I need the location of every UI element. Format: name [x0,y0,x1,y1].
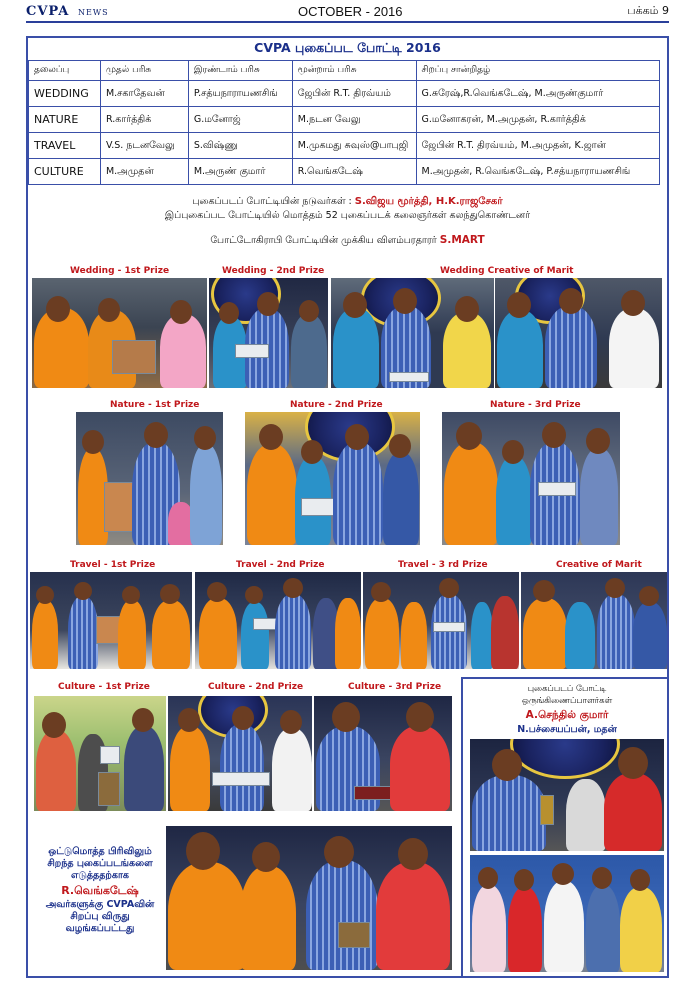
results-table [28,60,660,185]
caption-travel-3rd: Travel - 3 rd Prize [398,560,488,570]
award-text-line1: ஒட்டுமொத்த பிரிவிலும் [48,846,152,857]
table-cell: ஜேபின் R.T. திரவ்யம் [292,81,416,107]
category-cell: WEDDING [29,81,101,107]
caption-nature-2nd: Nature - 2nd Prize [290,400,383,410]
photo-nature-2nd [245,412,420,545]
photo-wedding-creative-b [495,278,662,388]
caption-wedding-2nd: Wedding - 2nd Prize [222,266,325,276]
award-text-line4: அவர்களுக்கு CVPAவின் [45,899,155,910]
table-cell: R.கார்த்திக் [100,107,188,133]
caption-wedding-creative: Wedding Creative of Marit [440,266,574,276]
caption-wedding-1st: Wedding - 1st Prize [70,266,170,276]
header-cell: சிறப்பு சான்றிதழ் [416,61,659,81]
award-text-line3: எடுத்ததற்காக [70,870,130,881]
caption-culture-1st: Culture - 1st Prize [58,682,150,692]
judges-label: புகைப்படப் போட்டியின் நடுவர்கள் : [192,196,352,207]
caption-culture-3rd: Culture - 3rd Prize [348,682,442,692]
table-cell: M.நடன வேலு [292,107,416,133]
table-cell: S.விஷ்ணு [188,133,292,159]
caption-travel-2nd: Travel - 2nd Prize [236,560,325,570]
award-text-line6: வழங்கப்பட்டது [65,923,135,934]
table-cell: G.மனோஜ் [188,107,292,133]
header-cell: மூன்றாம் பரிசு [292,61,416,81]
photo-coordinators-1 [470,739,664,851]
sponsor-note [0,234,695,247]
table-cell: P.சத்யநாராயணசிங் [188,81,292,107]
photo-coordinators-2 [470,855,664,972]
category-cell: TRAVEL [29,133,101,159]
photo-travel-creative [521,572,667,669]
table-row [29,159,660,185]
table-row [29,107,660,133]
masthead-rule [26,21,669,23]
table-cell: G.மனோகரன், M.அமுதன், R.கார்த்திக் [416,107,659,133]
sponsor-name: S.MART [439,234,485,246]
results-title: CVPA புகைப்பட போட்டி 2016 [254,40,441,55]
award-text-line2: சிறந்த புகைப்படங்களை [47,858,153,869]
judges-names: S.விஜய மூர்த்தி, H.K.ராஜசேகர் [354,196,503,207]
participation-note: இப்புகைப்பட போட்டியில் மொத்தம் 52 புகைப்படக் கலைஞர்கள் கலந்துகொண்டனர் [164,210,531,221]
sponsor-label: போட்டோகிராபி போட்டியின் முக்கிய விளம்பரதாரர் [210,235,437,246]
category-cell: CULTURE [29,159,101,185]
table-header-row [29,61,660,81]
table-row [29,133,660,159]
table-row [29,81,660,107]
category-cell: NATURE [29,107,101,133]
header-cell: இரண்டாம் பரிசு [188,61,292,81]
caption-culture-2nd: Culture - 2nd Prize [208,682,304,692]
header-cell: முதல் பரிசு [100,61,188,81]
caption-travel-1st: Travel - 1st Prize [70,560,156,570]
table-cell: M.அருண் குமார் [188,159,292,185]
brand-subtitle: NEWS [78,8,109,17]
masthead [0,0,695,22]
photo-culture-1st [34,696,166,811]
photo-travel-3rd [363,572,519,669]
photo-special-award [166,826,452,970]
award-recipient-name: R.வெங்கடேஷ் [61,884,139,897]
photo-nature-3rd [442,412,620,545]
table-cell: M.அமுதன், R.வெங்கடேஷ், P.சத்யநாராயணசிங் [416,159,659,185]
photo-wedding-1st [32,278,207,388]
table-cell: G.சுரேஷ்,R.வெங்கடேஷ், M.அருண்குமார் [416,81,659,107]
coordinator-names-secondary: N.பச்சையப்பன், மதன் [517,724,617,735]
caption-nature-1st: Nature - 1st Prize [110,400,200,410]
coordinators-panel [461,677,669,978]
table-cell: R.வெங்கடேஷ் [292,159,416,185]
coordinators-heading-2: ஒருங்கிணைப்பாளர்கள் [521,696,613,706]
brand-logo: CVPA [26,4,70,19]
photo-wedding-creative-a [331,278,494,388]
judges-note [0,196,695,208]
table-cell: ஜேபின் R.T. திரவ்யம், M.அமுதன், K.ஜான் [416,133,659,159]
page-number: பக்கம் 9 [627,4,669,17]
table-cell: M.அமுதன் [100,159,188,185]
table-cell: M.முகமது சுவுஸ்@பாபுஜி [292,133,416,159]
award-text-line5: சிறப்பு விருது [70,911,130,922]
photo-nature-1st [76,412,223,545]
photo-culture-3rd [314,696,452,811]
table-cell: V.S. நடனவேலு [100,133,188,159]
photo-wedding-2nd [209,278,328,388]
issue-date: OCTOBER - 2016 [298,4,403,19]
photo-travel-2nd [195,572,361,669]
coordinators-heading-1: புகைப்படப் போட்டி [527,684,607,694]
header-cell: தலைப்பு [29,61,101,81]
coordinator-name-primary: A.செந்தில் குமார் [525,709,609,721]
caption-travel-creative: Creative of Marit [556,560,642,570]
caption-nature-3rd: Nature - 3rd Prize [490,400,581,410]
table-cell: M.சகாதேவன் [100,81,188,107]
photo-travel-1st [30,572,192,669]
photo-culture-2nd [168,696,312,811]
